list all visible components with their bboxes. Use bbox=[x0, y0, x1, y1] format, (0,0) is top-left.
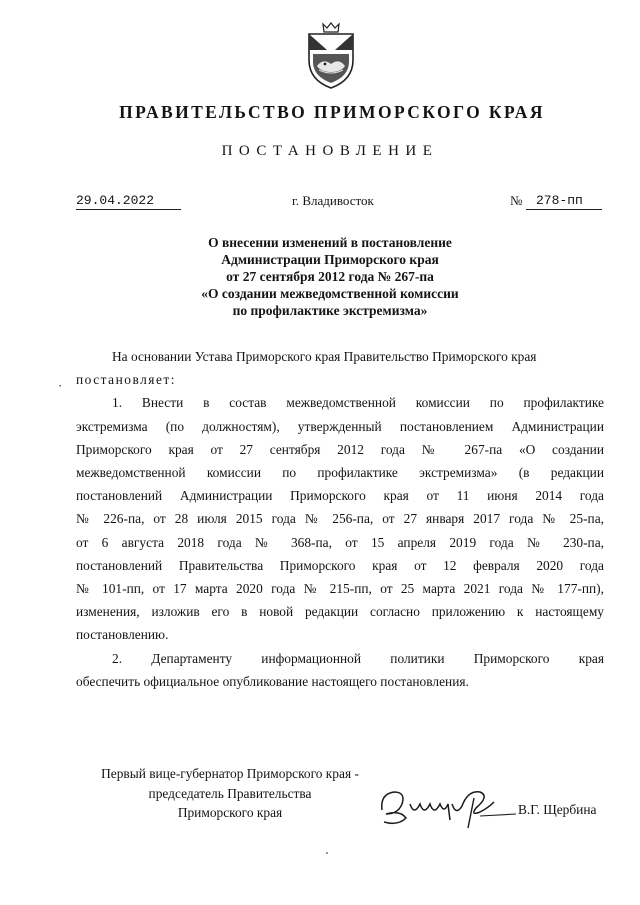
item-1-line: 1. Внести в состав межведомственной комиссии по профилактике bbox=[112, 395, 604, 411]
item-1-line: постановлений Администрации Приморского края от 11 июня 2014 года bbox=[76, 488, 604, 504]
item-1-line: изменения, изложив его в новой редакции согласно приложению к настоящему bbox=[76, 604, 604, 620]
item-1-line: № 226-па, от 28 июля 2015 года № 256-па, от 27 января 2017 года № 25-па, bbox=[76, 511, 604, 527]
preamble-paragraph bbox=[76, 345, 604, 368]
item-1-line: постановлению. bbox=[76, 627, 169, 643]
title-line: по профилактике экстремизма» bbox=[232, 303, 428, 318]
document-title bbox=[150, 234, 510, 319]
resolves-text: постановляет: bbox=[76, 372, 176, 388]
item-1-line: № 101-пп, от 17 марта 2020 года № 215-пп, от 25 марта 2021 года № 177-пп), bbox=[76, 581, 604, 597]
preamble-text: На основании Устава Приморского края Правительство Приморского края bbox=[112, 349, 537, 364]
item-2-line: обеспечить официальное опубликование настоящего постановления. bbox=[76, 673, 469, 689]
organization-name: ПРАВИТЕЛЬСТВО ПРИМОРСКОГО КРАЯ bbox=[119, 102, 545, 122]
signatory-position-line: Первый вице-губернатор Приморского края - bbox=[101, 766, 359, 781]
title-line: от 27 сентября 2012 года № 267-па bbox=[226, 269, 434, 284]
margin-mark: · bbox=[58, 378, 63, 393]
item-1-line: экстремизма (по должностям), утвержденный постановлением Администрации bbox=[76, 418, 604, 434]
document-date: 29.04.2022 bbox=[76, 193, 181, 210]
signatory-position-line: Приморского края bbox=[177, 805, 283, 820]
page-mark bbox=[326, 852, 328, 854]
document-body bbox=[76, 345, 604, 693]
signatory-name: В.Г. Щербина bbox=[518, 802, 597, 817]
item-1-line: Приморского края от 27 сентября 2012 года № 267-па «О создании bbox=[76, 441, 604, 457]
signatory-position-line: председатель Правительства bbox=[148, 785, 312, 801]
title-line: «О создании межведомственной комиссии bbox=[201, 286, 459, 301]
item-1-line: от 6 августа 2018 года № 368-па, от 15 апреля 2019 года № 230-па, bbox=[76, 534, 604, 550]
document-number: 278-пп bbox=[526, 193, 602, 210]
signatory-position bbox=[70, 764, 390, 823]
item-1-line: межведомственной комиссии по профилактике экстремизма» (в редакции bbox=[76, 465, 604, 481]
item-1-paragraph bbox=[76, 391, 604, 646]
coat-of-arms-icon bbox=[301, 20, 361, 90]
document-type: ПОСТАНОВЛЕНИЕ bbox=[221, 143, 439, 159]
resolves-paragraph bbox=[76, 368, 604, 391]
item-2-line: 2. Департаменту информационной политики Приморского края bbox=[112, 650, 604, 666]
number-sign: № bbox=[510, 193, 523, 208]
item-2-paragraph bbox=[76, 647, 604, 693]
title-line: Администрации Приморского края bbox=[221, 252, 439, 267]
title-line: О внесении изменений в постановление bbox=[208, 235, 452, 250]
document-city: г. Владивосток bbox=[292, 193, 374, 208]
handwritten-signature bbox=[376, 780, 516, 832]
item-1-line: постановлений Правительства Приморского края от 12 февраля 2020 года bbox=[76, 557, 604, 573]
